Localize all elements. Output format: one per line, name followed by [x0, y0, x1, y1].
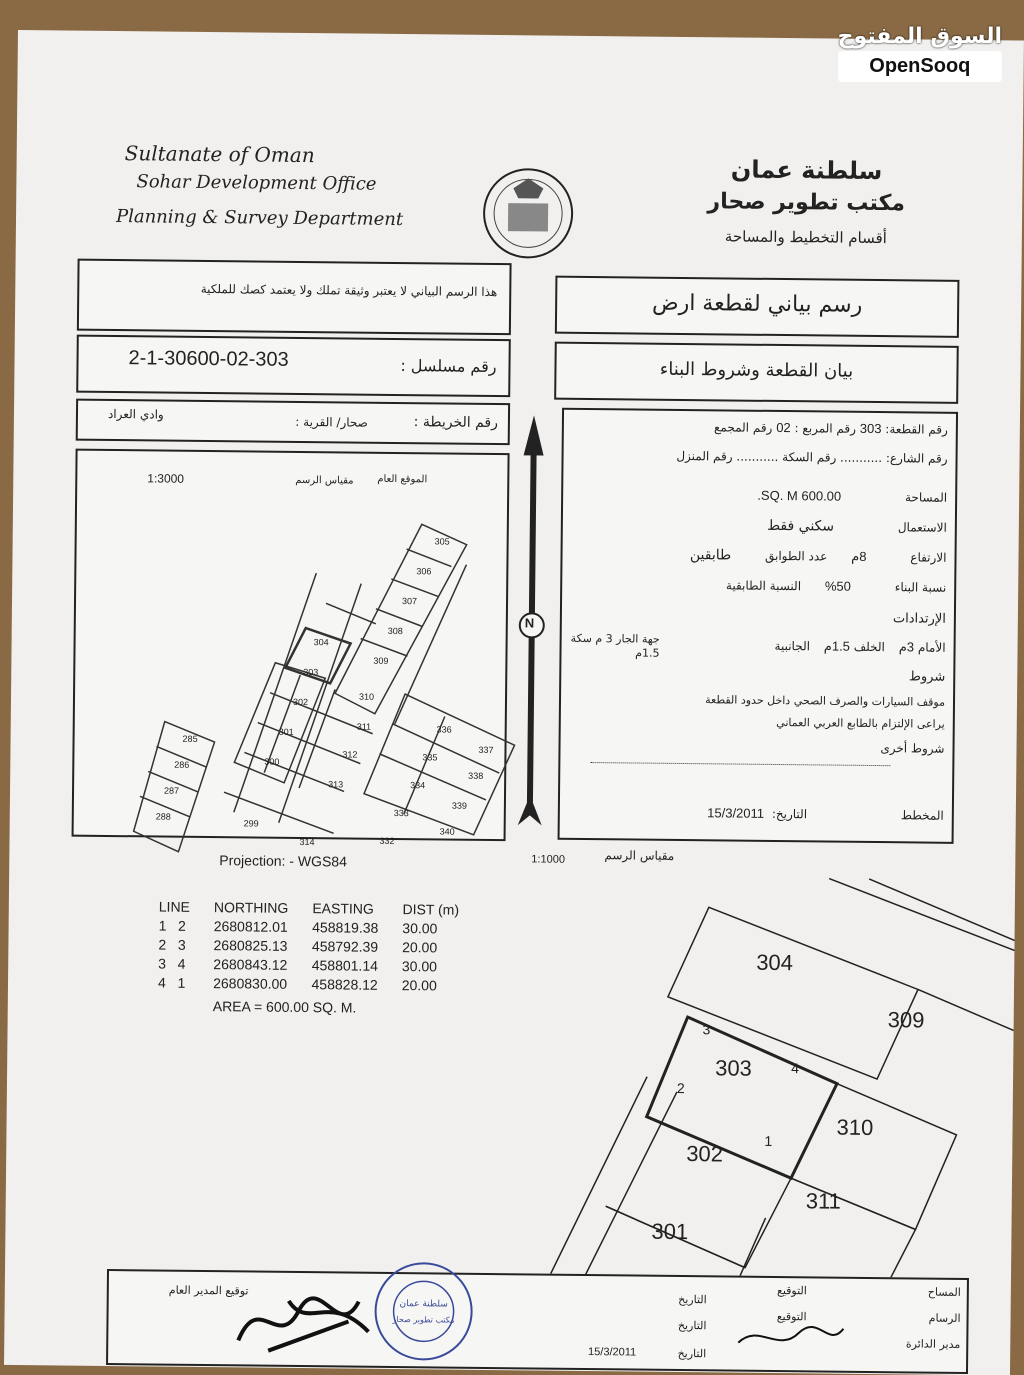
- location-lot-300: 300: [264, 756, 280, 767]
- village-label: صحار/ القرية :: [295, 414, 368, 430]
- condition-2: يراعى الإلتزام بالطابع العربي العماني: [776, 715, 945, 731]
- document-title: رسم بياني لقطعة ارض: [651, 290, 863, 318]
- easting-cell: 458792.39: [311, 938, 379, 955]
- front-label: الأمام: [917, 640, 946, 655]
- section-title-box: [554, 342, 959, 404]
- line-from: 1: [158, 917, 167, 934]
- line-to: 1: [177, 974, 186, 991]
- line-to: 4: [177, 955, 186, 972]
- side-label: الجانبية: [774, 638, 811, 654]
- location-lot-311: 311: [356, 721, 372, 732]
- line-to: 2: [178, 917, 186, 934]
- date-value: 15/3/2011: [707, 805, 765, 821]
- location-lot-340: 340: [439, 826, 455, 837]
- opensooq-watermark: [838, 24, 1002, 82]
- detail-lot-311: 311: [805, 1188, 841, 1214]
- location-lot-337: 337: [478, 744, 494, 756]
- location-lot-312: 312: [342, 749, 358, 760]
- title-box: [555, 276, 960, 338]
- watermark-arabic: السوق المفتوح: [837, 24, 1002, 49]
- stamp-line1: سلطنة عمان: [399, 1299, 448, 1310]
- location-lot-306: 306: [416, 566, 432, 577]
- location-lot-314: 314: [299, 836, 315, 848]
- plot-line-1: [714, 419, 948, 436]
- manager-label: مدير الدائرة: [905, 1337, 961, 1351]
- dist-cell: 20.00: [401, 977, 437, 994]
- back-value: 1.5م: [823, 638, 851, 654]
- corner-4: 4: [791, 1060, 800, 1077]
- line-from: 3: [158, 955, 167, 972]
- other-conditions-label: شروط أخرى: [880, 741, 945, 756]
- serial-box: [76, 335, 511, 398]
- detail-map-drawing: [525, 865, 1015, 1270]
- area-row: [757, 488, 947, 505]
- side-value: جهة الجار 3 م سكة 1.5م: [570, 631, 660, 660]
- emblem-seal-icon: [478, 163, 579, 264]
- location-lot-288: 288: [155, 811, 171, 822]
- build-ratio-label: نسبة البناء: [894, 580, 947, 595]
- ratio-row: [726, 577, 946, 594]
- complex-label: رقم المجمع: [713, 420, 773, 435]
- village-value: وادي العراد: [107, 406, 164, 422]
- header-ar-line1: سلطنة عمان: [730, 155, 883, 186]
- northing-cell: 2680830.00: [213, 975, 288, 992]
- location-lot-287: 287: [163, 785, 180, 796]
- floors-value: طابقين: [689, 547, 732, 564]
- use-row: [767, 518, 947, 536]
- col-line: LINE: [158, 898, 191, 915]
- corner-1: 1: [764, 1132, 773, 1149]
- floors-label: عدد الطوابق: [764, 548, 828, 564]
- final-date: 15/3/2011: [587, 1346, 637, 1359]
- header-en-line1: Sultanate of Oman: [124, 141, 315, 168]
- location-map-drawing: [74, 451, 508, 839]
- table-row: [146, 973, 470, 995]
- manager-date-label: التاريخ: [677, 1346, 707, 1361]
- map-info-box: [76, 399, 510, 446]
- alley-label: رقم السكة: [782, 450, 837, 465]
- drafter-signature-label: التوقيع: [776, 1310, 807, 1324]
- location-lot-313: 313: [328, 779, 344, 790]
- location-lot-301: 301: [278, 726, 294, 737]
- street-label: رقم الشارع:: [885, 451, 948, 466]
- plot-details-box: [558, 408, 959, 844]
- manager-signature: [728, 1318, 848, 1359]
- location-lot-332: 332: [379, 835, 395, 846]
- header-ar-line3: أقسام التخطيط والمساحة: [724, 227, 887, 248]
- detail-lot-303: 303: [715, 1055, 753, 1081]
- date-label: التاريخ:: [771, 806, 808, 822]
- location-lot-334: 334: [410, 780, 426, 791]
- general-director-label: توقيع المدير العام: [168, 1283, 249, 1298]
- surveyor-signature-label: التوقيع: [776, 1284, 807, 1298]
- surveyor-label: المساح: [927, 1285, 961, 1299]
- floor-ratio-label: النسبة الطابقية: [725, 578, 802, 594]
- col-easting: EASTING: [312, 900, 374, 917]
- location-lot-339: 339: [451, 800, 467, 811]
- area-total: AREA = 600.00 SQ. M.: [212, 998, 357, 1016]
- plot-no-label: رقم القطعة:: [885, 422, 948, 437]
- disclaimer-text: هذا الرسم البياني لا يعتبر وثيقة تملك ولا يعتمد كصك للملكية: [200, 281, 498, 300]
- house-label: رقم المنزل: [676, 448, 733, 464]
- section-title: بيان القطعة وشروط البناء: [659, 358, 854, 382]
- easting-cell: 458801.14: [311, 957, 379, 974]
- header-en-line2: Sohar Development Office: [136, 171, 377, 195]
- serial-label: رقم مسلسل :: [400, 356, 497, 377]
- dist-cell: 30.00: [402, 920, 438, 937]
- dist-cell: 20.00: [402, 939, 438, 956]
- line-to: 3: [177, 936, 186, 953]
- drafter-label: الرسام: [928, 1311, 961, 1325]
- col-dist: DIST (m): [402, 901, 460, 918]
- location-lot-286: 286: [174, 759, 190, 770]
- location-lot-307: 307: [401, 596, 418, 607]
- map-number-label: رقم الخريطة :: [413, 414, 498, 432]
- location-lot-336: 336: [436, 724, 452, 735]
- line-from: 4: [157, 974, 166, 991]
- line-from: 2: [158, 936, 167, 953]
- planner-row: [707, 805, 944, 822]
- build-ratio-value: 50%: [824, 578, 852, 594]
- easting-cell: 458828.12: [311, 976, 378, 993]
- detail-lot-301: 301: [651, 1218, 689, 1245]
- setbacks-row: [774, 638, 945, 656]
- detail-lot-309: 309: [887, 1007, 925, 1033]
- use-label: الاستعمال: [897, 520, 947, 535]
- location-lot-335: 335: [422, 752, 438, 763]
- use-value: سكني فقط: [767, 517, 835, 535]
- plot-line-2: رقم الشارع: ........... رقم السكة ........... رقم المنزل: [676, 448, 948, 466]
- location-lot-304: 304: [313, 637, 329, 648]
- plot-no-value: 303: [859, 420, 882, 437]
- square-label: رقم المربع :: [794, 421, 857, 436]
- setbacks-label: الإرتدادات: [892, 611, 946, 627]
- corner-3: 3: [702, 1021, 711, 1038]
- northing-cell: 2680825.13: [213, 937, 288, 954]
- square-value: 02: [776, 419, 791, 436]
- disclaimer-box: [77, 259, 512, 336]
- detail-scale-label: مقياس الرسم: [604, 848, 675, 863]
- location-lot-299: 299: [243, 818, 259, 829]
- stamp-line2: مكتب تطوير صحار: [392, 1314, 455, 1325]
- location-lot-338: 338: [468, 770, 484, 781]
- detail-lot-302: 302: [686, 1141, 724, 1167]
- location-map: [72, 449, 510, 848]
- northing-cell: 2680812.01: [213, 918, 288, 935]
- coordinates-table: [146, 897, 471, 995]
- surveyor-date-label: التاريخ: [678, 1292, 707, 1307]
- detail-lot-304: 304: [756, 949, 794, 976]
- corner-2: 2: [676, 1079, 685, 1097]
- condition-1: موقف السيارات والصرف الصحي داخل حدود القطعة: [705, 693, 946, 709]
- watermark-latin: OpenSooq: [838, 51, 1002, 82]
- location-scale-label: مقياس الرسم: [295, 474, 354, 487]
- location-lot-333: 333: [393, 807, 409, 819]
- location-general-label: الموقع العام: [377, 473, 428, 486]
- easting-cell: 458819.38: [312, 919, 379, 936]
- north-label: N: [524, 615, 535, 631]
- planner-label: المخطط: [900, 808, 944, 823]
- front-value: 3م: [898, 639, 915, 655]
- conditions-label: شروط: [908, 669, 946, 685]
- handwritten-signature: [228, 1280, 389, 1362]
- survey-document: [4, 30, 1024, 1375]
- projection-label: Projection: - WGS84: [219, 852, 348, 870]
- location-lot-303: 303: [303, 667, 319, 678]
- area-label: المساحة: [904, 490, 948, 505]
- area-value: 600.00 SQ. M.: [757, 487, 842, 504]
- location-lot-308: 308: [387, 625, 403, 637]
- location-lot-285: 285: [182, 733, 198, 744]
- location-scale-value: 1:3000: [147, 471, 185, 486]
- northing-cell: 2680843.12: [213, 956, 288, 973]
- height-label: الارتفاع: [910, 550, 947, 565]
- col-northing: NORTHING: [213, 899, 289, 916]
- location-lot-310: 310: [358, 691, 375, 702]
- header-ar-line2: مكتب تطوير صحار: [707, 189, 906, 217]
- dist-cell: 30.00: [401, 958, 438, 975]
- back-label: الخلف: [853, 639, 886, 655]
- detail-scale-value: 1:1000: [531, 853, 566, 866]
- location-lot-309: 309: [373, 655, 389, 666]
- height-value: 8م: [851, 548, 867, 564]
- detail-lot-310: 310: [836, 1114, 874, 1141]
- location-lot-302: 302: [292, 696, 309, 708]
- location-lot-305: 305: [434, 536, 450, 547]
- divider: [590, 762, 890, 766]
- header-en-line3: Planning & Survey Department: [115, 206, 404, 231]
- serial-value: 2-1-30600-02-303: [128, 347, 289, 371]
- drafter-date-label: التاريخ: [677, 1318, 707, 1333]
- signature-block: [106, 1269, 969, 1374]
- height-row: [690, 547, 947, 566]
